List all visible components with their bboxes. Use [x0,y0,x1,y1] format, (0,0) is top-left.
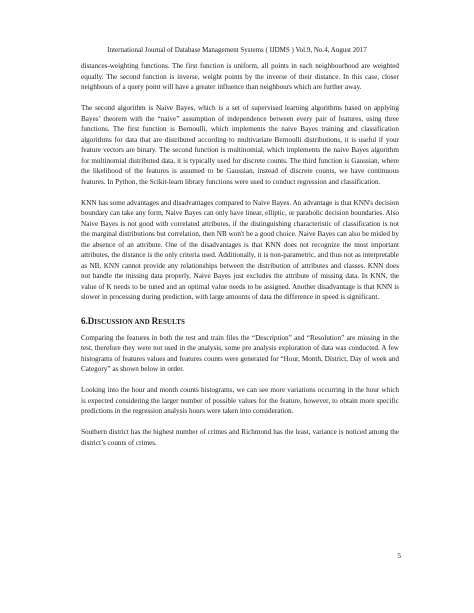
section-title-smallcaps: ISCUSSION AND [94,317,152,326]
running-header: International Journal of Database Management Systems ( IJDMS ) Vol.9, No.4, August 2017 [107,46,367,54]
body-paragraph: distances-weighting functions. The first function is uniform, all points in each neighbourhood are weighted equally. The second function is inverse, weight points by the inverse of their distance. In this case, closer neighbours of a query point will have a greater influence than neighbours which are further away. [81,62,399,91]
section-paragraph: Southern district has the highest number of crimes and Richmond has the least, variance is noticed among the district’s counts of crimes. [81,428,399,447]
section-paragraph: Comparing the features in both the test and train files the “Description” and “Resolution” are missing in the test, therefore they were not used in the analysis, some pre analysis exploration of data was conducted. A few histograms of features values and features counts were generated for “Hour, Month, District, Day of week and Category” as shown below in order. [81,333,399,373]
section-title-initial: R [151,315,159,326]
section-number: 6. [81,315,88,326]
section-heading [81,315,399,329]
body-paragraph: KNN has some advantages and disadvantages compared to Naive Bayes. An advantage is that KNN's decision boundary can take any form, Naive Bayes can only have linear, elliptic, or parabolic decision boundaries. Also Naive Bayes is not good with correlated attributes, if the distinguishing characteristic of classification is not the marginal distributions but correlation, then NB won't be a good choice. Naive Bayes can also be misled by the absence of an attribute. One of the disadvantages is that KNN does not recognize the most important attributes, the distance is the only criteria used. Additionally, it is non-parametric, and thus not as interpretable as NB, KNN cannot provide any relationships between the distribution of attributes and classes. KNN does not handle the missing data properly, Naive Bayes just excludes the attribute of missing data. In KNN, the value of K needs to be tuned and an optimal value needs to be assigned. Another disadvantage is that KNN is slower in processing during prediction, with large amounts of data the difference in speed is significant. [81,198,399,301]
page-content [81,61,399,448]
section-paragraph: Looking into the hour and month counts histograms, we can see more variations occurring in the hour which is expected considering the larger number of possible values for the feature, however, to obtain more specific predictions in the regression analysis hours were taken into consideration. [81,386,399,415]
page-number: 5 [397,551,401,560]
section-title-smallcaps: ESULTS [158,317,185,326]
body-paragraph: The second algorithm is Naive Bayes, which is a set of supervised learning algorithms based on applying Bayes’ theorem with the “naive” assumption of independence between every pair of features, using three functions. The first function is Bernoulli, which implements the naive Bayes training and classification algorithms for data that are distributed according to multivariate Bernoulli distributions, it is useful if your feature vectors are binary. The second function is multinomial, which implements the naive Bayes algorithm for multinomial distributed data, it is typically used for discrete counts. The third function is Gaussian, where the likelihood of the features is assumed to be Gaussian, instead of discrete counts, we have continuous features. In Python, the Scikit-learn library functions were used to conduct regression and classification. [81,104,399,186]
section-title-initial: D [87,315,95,326]
